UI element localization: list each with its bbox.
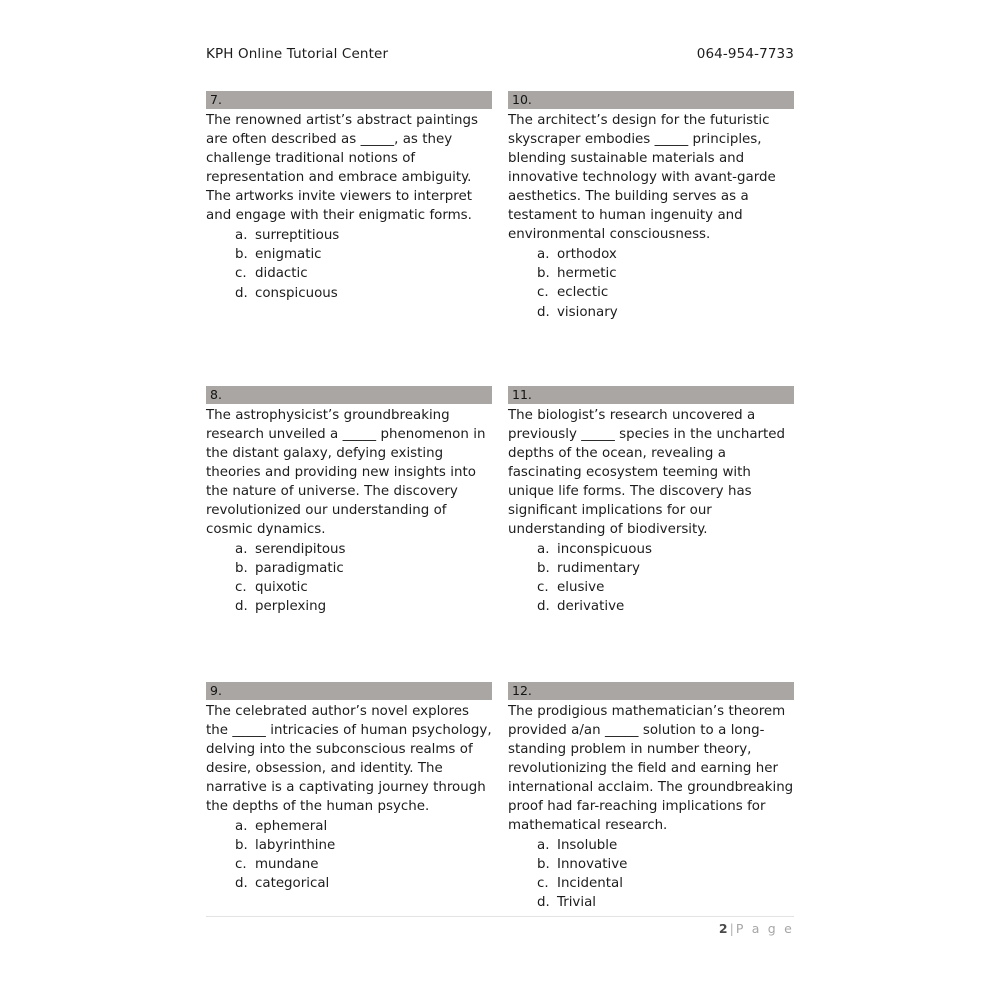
question-number-bar: 7. (206, 91, 492, 109)
option-item[interactable] (508, 836, 794, 855)
question-number-bar: 9. (206, 682, 492, 700)
question-text: The astrophysicist’s groundbreaking research unveiled a _____ phenomenon in the distant galaxy, defying existing theories and providing new insights into the nature of universe. The discovery revolutionized our understanding of cosmic dynamics. (206, 407, 486, 537)
option-item[interactable] (206, 226, 492, 245)
footer-divider (206, 916, 794, 917)
question-number-bar: 8. (206, 386, 492, 404)
option-label: b. (235, 247, 248, 263)
option-item[interactable] (206, 264, 492, 283)
option-value: didactic (255, 266, 308, 282)
option-value: rudimentary (557, 561, 640, 577)
option-item[interactable] (508, 893, 794, 912)
option-item[interactable] (508, 283, 794, 302)
footer-page-label: P a g e (735, 921, 794, 936)
option-item[interactable] (508, 874, 794, 893)
question-number-bar: 11. (508, 386, 794, 404)
options-list (508, 245, 794, 322)
options-list (508, 836, 794, 913)
question-number-bar: 10. (508, 91, 794, 109)
option-item[interactable] (508, 855, 794, 874)
option-value: paradigmatic (255, 561, 344, 577)
option-value: inconspicuous (557, 541, 652, 557)
question-cell (206, 617, 492, 894)
option-value: mundane (255, 857, 319, 873)
option-label: a. (235, 228, 248, 243)
question-text: The celebrated author’s novel explores the _____ intricacies of human psychology, delving into the subconscious realms of desire, obsession, and identity. The narrative is a captivating journey through the depths of the human psyche. (206, 703, 492, 814)
questions-grid (206, 91, 794, 912)
option-label: c. (537, 285, 549, 301)
option-value: enigmatic (255, 247, 322, 263)
option-item[interactable] (206, 817, 492, 836)
options-list (206, 540, 492, 617)
option-value: surreptitious (255, 228, 340, 243)
option-item[interactable] (508, 303, 794, 322)
option-item[interactable] (206, 559, 492, 578)
option-label: d. (537, 599, 550, 615)
option-item[interactable] (206, 874, 492, 893)
option-value: labyrinthine (255, 837, 336, 853)
question-block-11 (508, 386, 794, 617)
option-item[interactable] (508, 597, 794, 616)
footer-separator: | (729, 921, 734, 936)
option-item[interactable] (206, 597, 492, 616)
option-item[interactable] (206, 855, 492, 874)
option-label: a. (235, 818, 248, 834)
footer-page-number: 2 (718, 921, 728, 936)
option-value: Trivial (557, 895, 597, 911)
question-text: The prodigious mathematician’s theorem provided a/an _____ solution to a long-standing problem in number theory, revolutionizing the field and earning her international acclaim. The groundbreaking proof had far-reaching implications for mathematical research. (508, 703, 794, 833)
option-item[interactable] (206, 284, 492, 303)
option-label: c. (235, 580, 247, 596)
question-block-12 (508, 682, 794, 913)
option-item[interactable] (508, 540, 794, 559)
option-item[interactable] (206, 540, 492, 559)
option-label: c. (537, 876, 549, 892)
option-item[interactable] (508, 245, 794, 264)
option-label: c. (235, 266, 247, 282)
option-label: d. (537, 304, 550, 320)
options-list (206, 226, 492, 303)
question-block-10 (508, 91, 794, 322)
option-value: perplexing (255, 599, 327, 615)
option-value: eclectic (557, 285, 609, 301)
option-label: a. (235, 541, 248, 557)
option-label: b. (537, 856, 550, 872)
option-value: hermetic (557, 266, 617, 282)
option-label: b. (235, 561, 248, 577)
question-block-9 (206, 682, 492, 894)
option-label: a. (537, 837, 550, 853)
document-header (206, 46, 794, 62)
option-value: Incidental (557, 876, 623, 892)
option-label: a. (537, 247, 550, 262)
option-value: Innovative (557, 856, 628, 872)
option-value: visionary (557, 304, 618, 320)
question-cell (508, 322, 794, 617)
option-item[interactable] (206, 836, 492, 855)
option-label: b. (537, 266, 550, 282)
option-value: elusive (557, 580, 605, 596)
question-cell (508, 91, 794, 322)
question-block-8 (206, 386, 492, 617)
question-number-bar: 12. (508, 682, 794, 700)
option-value: categorical (255, 876, 330, 892)
option-value: Insoluble (557, 837, 618, 853)
option-label: d. (537, 895, 550, 911)
option-value: derivative (557, 599, 625, 615)
options-list (508, 540, 794, 617)
question-cell (206, 322, 492, 617)
option-label: d. (235, 876, 248, 892)
header-phone-number: 064-954-7733 (696, 46, 794, 62)
option-value: ephemeral (255, 818, 328, 834)
option-label: c. (235, 857, 247, 873)
question-text: The biologist’s research uncovered a previously _____ species in the uncharted depths of the ocean, revealing a fascinating ecosystem teeming with unique life forms. The discovery has significant implications for our understanding of biodiversity. (508, 407, 786, 537)
option-value: orthodox (557, 247, 617, 262)
option-label: d. (235, 285, 248, 301)
header-organization-title: KPH Online Tutorial Center (206, 46, 389, 62)
option-value: serendipitous (255, 541, 346, 557)
option-label: b. (235, 837, 248, 853)
option-item[interactable] (206, 245, 492, 264)
question-text: The architect’s design for the futuristic skyscraper embodies _____ principles, blending sustainable materials and innovative technology with avant-garde aesthetics. The building serves as a testament to human ingenuity and environmental consciousness. (508, 113, 776, 242)
option-item[interactable] (508, 578, 794, 597)
option-item[interactable] (508, 264, 794, 283)
question-cell (508, 617, 794, 913)
question-cell (206, 91, 492, 303)
options-list (206, 817, 492, 894)
option-item[interactable] (206, 578, 492, 597)
option-value: quixotic (255, 580, 308, 596)
option-label: b. (537, 561, 550, 577)
option-label: c. (537, 580, 549, 596)
option-value: conspicuous (255, 285, 338, 301)
option-label: a. (537, 541, 550, 557)
question-block-7 (206, 91, 492, 303)
question-text: The renowned artist’s abstract paintings are often described as _____, as they challenge traditional notions of representation and embrace ambiguity. The artworks invite viewers to interpret and engage with their enigmatic forms. (206, 113, 479, 223)
document-footer (206, 921, 794, 936)
option-label: d. (235, 599, 248, 615)
option-item[interactable] (508, 559, 794, 578)
